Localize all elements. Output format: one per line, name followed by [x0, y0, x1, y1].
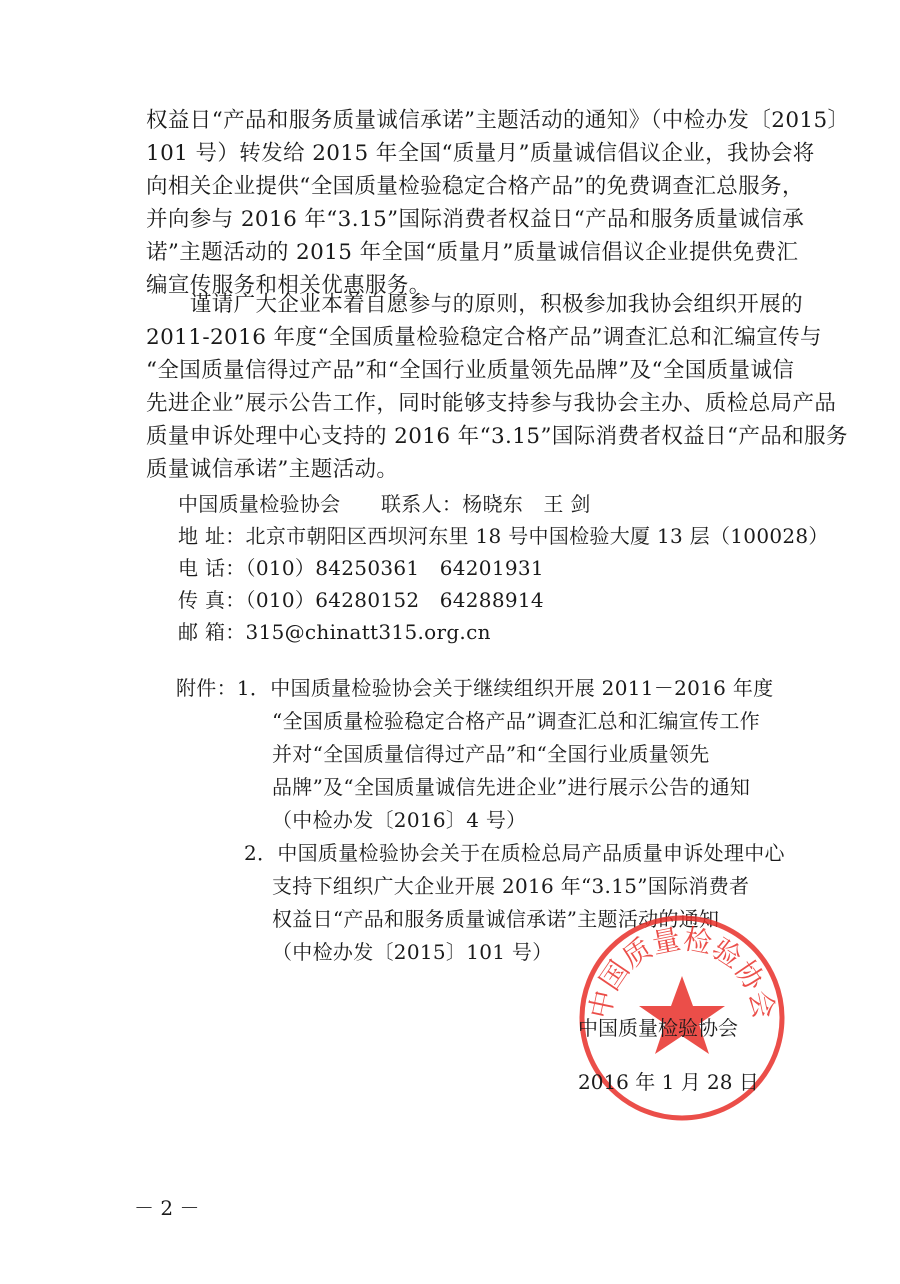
attachment-1-line: 品牌”及“全国质量诚信先进企业”进行展示公告的通知 — [272, 775, 751, 799]
contact-org: 中国质量检验协会 联系人：杨晓东 王 剑 — [178, 492, 591, 516]
attachment-2-line: 权益日“产品和服务质量诚信承诺”主题活动的通知 — [272, 907, 720, 931]
paragraph-1 — [146, 104, 850, 302]
text-line: 质量申诉处理中心支持的 2016 年“3.15”国际消费者权益日“产品和服务 — [146, 424, 848, 449]
contact-email[interactable]: 邮 箱：315@chinatt315.org.cn — [178, 620, 491, 644]
attachment-1-line: 并对“全国质量信得过产品”和“全国行业质量领先 — [272, 742, 710, 766]
text-line: 向相关企业提供“全国质量检验稳定合格产品”的免费调查汇总服务， — [146, 174, 804, 199]
text-line: 先进企业”展示公告工作，同时能够支持参与我协会主办、质检总局产品 — [146, 391, 837, 416]
attachment-2-first: 2．中国质量检验协会关于在质检总局产品质量申诉处理中心 — [244, 841, 785, 865]
text-line: 并向参与 2016 年“3.15”国际消费者权益日“产品和服务质量诚信承 — [146, 207, 805, 232]
text-line: 谨请广大企业本着自愿参与的原则，积极参加我协会组织开展的 — [146, 292, 804, 317]
attachment-2-line: 支持下组织广大企业开展 2016 年“3.15”国际消费者 — [272, 874, 750, 898]
contact-fax: 传 真：（010）64280152 64288914 — [178, 588, 544, 612]
text-line: 质量诚信承诺”主题活动。 — [146, 457, 399, 482]
contact-address: 地 址：北京市朝阳区西坝河东里 18 号中国检验大厦 13 层（100028） — [178, 524, 829, 548]
text-line: 2011-2016 年度“全国质量检验稳定合格产品”调查汇总和汇编宣传与 — [146, 325, 822, 350]
attachment-label: 附件：1．中国质量检验协会关于继续组织开展 2011－2016 年度 — [176, 676, 774, 700]
attachment-1-line: （中检办发〔2016〕4 号） — [272, 808, 527, 832]
text-line: 编宣传服务和相关优惠服务。 — [146, 273, 431, 298]
seal-text: 中国质量检验协会 — [583, 922, 781, 1022]
signature-org: 中国质量检验协会 — [578, 1016, 738, 1040]
text-line: 权益日“产品和服务质量诚信承诺”主题活动的通知》（中检办发〔2015〕 — [146, 108, 850, 133]
attachment-1-line: “全国质量检验稳定合格产品”调查汇总和汇编宣传工作 — [272, 709, 760, 733]
page-number: － 2 － — [134, 1196, 200, 1220]
text-line: 101 号）转发给 2015 年全国“质量月”质量诚信倡议企业，我协会将 — [146, 141, 815, 166]
text-line: “全国质量信得过产品”和“全国行业质量领先品牌”及“全国质量诚信 — [146, 358, 795, 383]
signature-date: 2016 年 1 月 28 日 — [578, 1070, 759, 1094]
contact-phone: 电 话：（010）84250361 64201931 — [178, 556, 544, 580]
paragraph-2 — [146, 288, 848, 486]
attachment-2-line: （中检办发〔2015〕101 号） — [272, 940, 553, 964]
text-line: 诺”主题活动的 2015 年全国“质量月”质量诚信倡议企业提供免费汇 — [146, 240, 799, 265]
